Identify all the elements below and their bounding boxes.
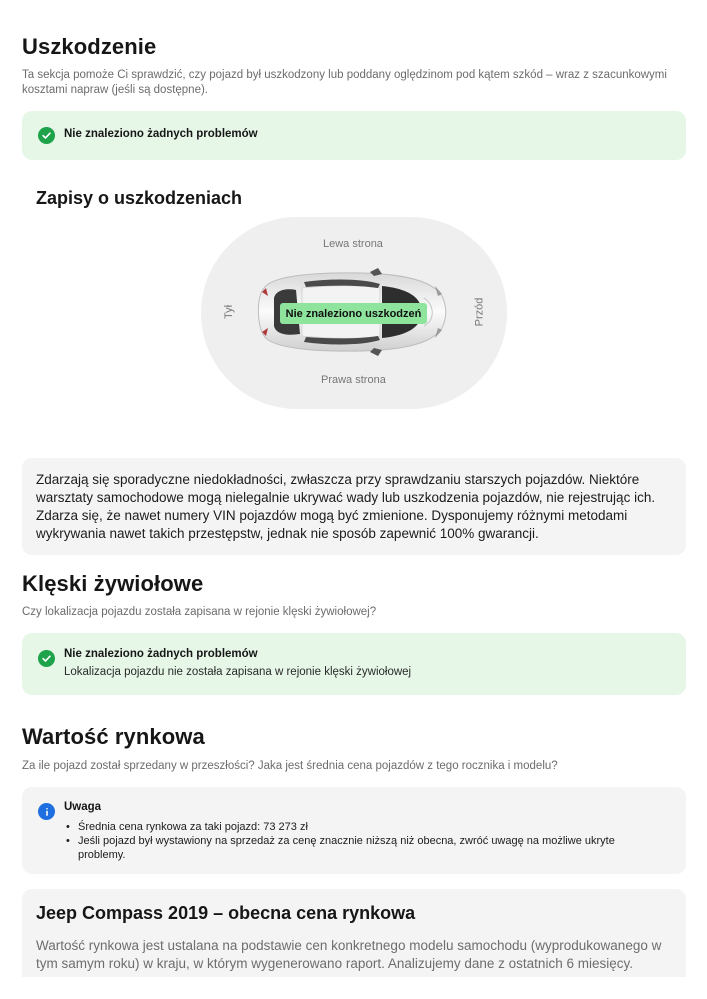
damage-section-description: Ta sekcja pomoże Ci sprawdzić, czy pojazd był uszkodzony lub poddany oględzinom pod kątem szkód – wraz z szacunkowymi kosztami napraw (jeśli są dostępne). (22, 69, 667, 96)
damage-section-title: Uszkodzenie (22, 34, 157, 59)
damage-status-alert (22, 111, 686, 160)
rear-label: Tył (223, 304, 236, 320)
left-side-label: Lewa strona (323, 238, 383, 250)
damage-records-title: Zapisy o uszkodzeniach (36, 188, 243, 208)
front-label: Przód (473, 297, 486, 327)
damage-status-text: Nie znaleziono żadnych problemów (64, 128, 258, 140)
market-section-description: Za ile pojazd został sprzedany w przeszłości? Jaka jest średnia cena pojazdów z tego rocznika i modelu? (22, 760, 558, 772)
accuracy-disclaimer: Zdarzają się sporadyczne niedokładności, zwłaszcza przy sprawdzaniu starszych pojazdów. Niektóre warsztaty samochodowe mogą nielegalnie ukrywać wady lub uszkodzenia pojazdów, nie rejestrując ich. Zdarza się, że nawet numery VIN pojazdów mogą być zmienione. Dysponujemy różnymi metodami wykrywania nawet takich przestępstw, jednak nie sposób zapewnić 100% gwarancji. (22, 458, 686, 555)
disasters-section-title: Klęski żywiołowe (22, 571, 204, 596)
market-section-title: Wartość rynkowa (22, 724, 205, 749)
check-circle-icon (38, 650, 55, 667)
no-damage-badge: Nie znaleziono uszkodzeń (280, 303, 427, 324)
disasters-status-title: Nie znaleziono żadnych problemów (64, 648, 258, 660)
disasters-status-text: Lokalizacja pojazdu nie została zapisana w rejonie klęski żywiołowej (64, 666, 412, 678)
market-note-title: Uwaga (64, 801, 102, 813)
info-circle-icon (38, 803, 55, 820)
market-card-text: Wartość rynkowa jest ustalana na podstawie cen konkretnego modelu samochodu (wyprodukowanego w tym samym roku) w kraju, w którym wygenerowano raport. Analizujemy dane z ostatnich 6 miesięcy. (36, 938, 662, 971)
disasters-section-description: Czy lokalizacja pojazdu została zapisana w rejonie klęski żywiołowej? (22, 606, 377, 618)
list-item: • Jeśli pojazd był wystawiony na sprzedaż za cenę znacznie niższą niż obecna, zwróć uwagę na możliwe ukryte problemy. (64, 834, 654, 862)
market-note-alert (22, 787, 686, 874)
list-item: • Średnia cena rynkowa za taki pojazd: 73 273 zł (64, 820, 654, 834)
current-market-price-card (22, 889, 686, 977)
market-card-title: Jeep Compass 2019 – obecna cena rynkowa (36, 903, 416, 923)
check-circle-icon (38, 127, 55, 144)
right-side-label: Prawa strona (321, 374, 386, 386)
market-note-list (64, 820, 654, 862)
disasters-status-alert (22, 633, 686, 695)
